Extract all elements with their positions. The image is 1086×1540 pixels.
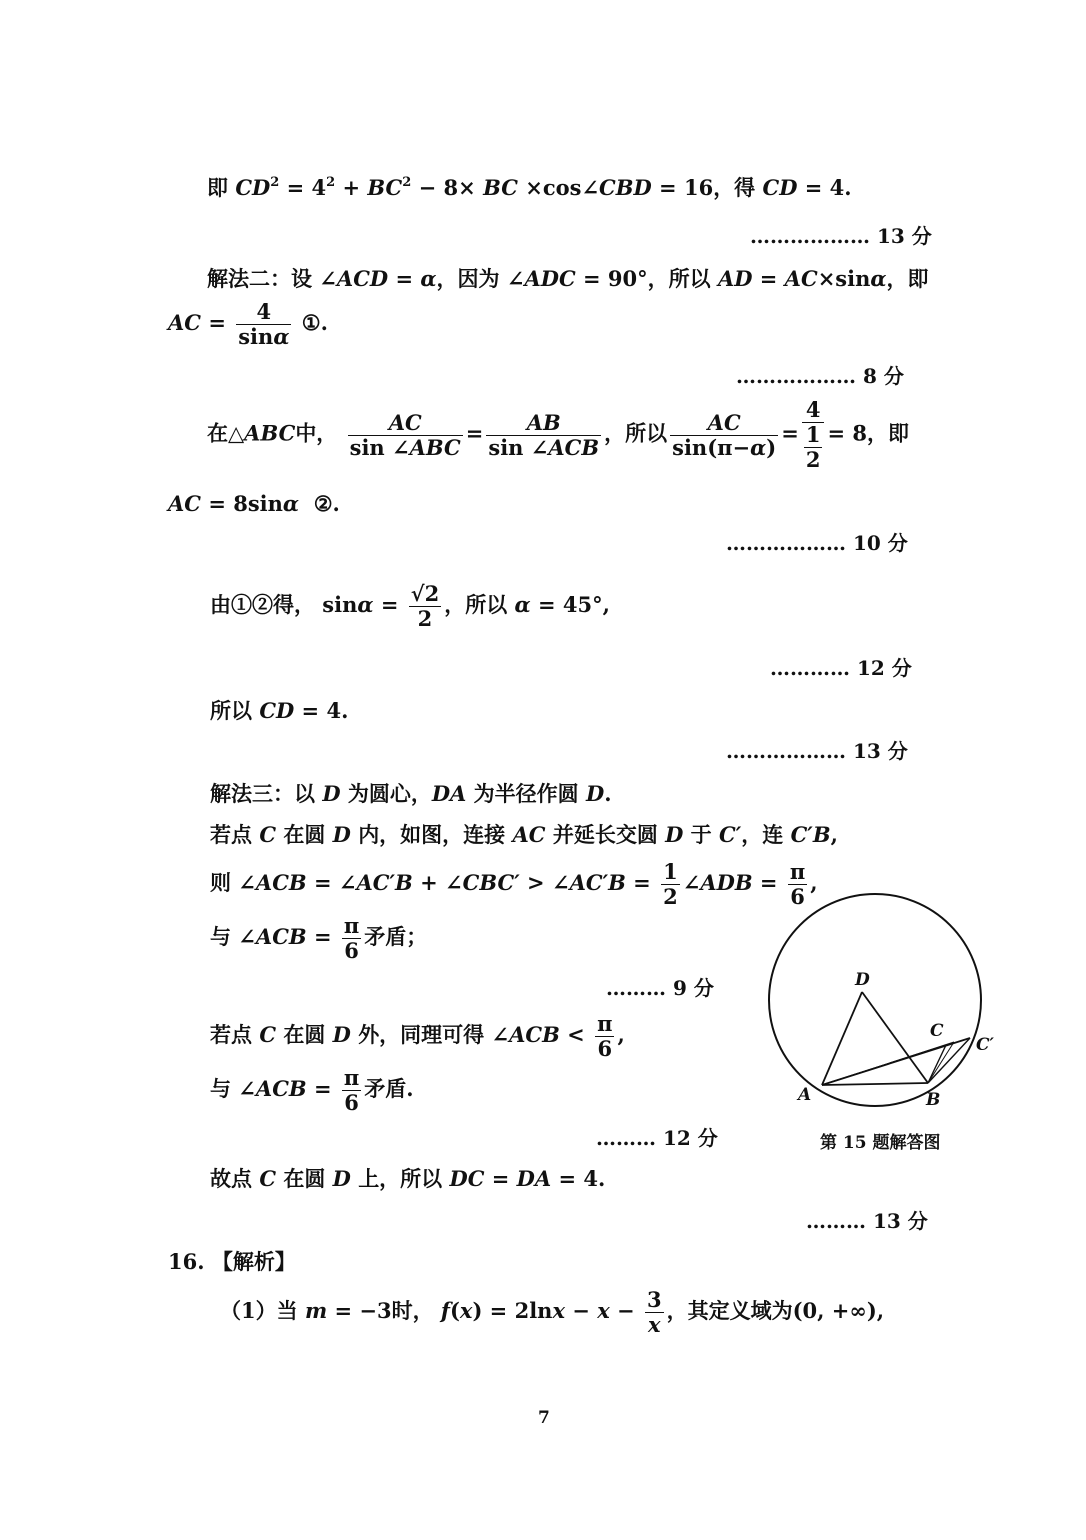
fraction: $\frac{4}{\sin\alpha}$ [238,299,290,350]
score-8: ……………… 8 分 [736,364,904,388]
score-12-a: ………… 12 分 [770,656,912,680]
label-c-prime: C′ [976,1035,995,1055]
score-9: ……… 9 分 [606,976,714,1000]
segment-ab [822,1083,928,1085]
score-13-c: ……… 13 分 [806,1209,928,1233]
segment-c-extra [822,1042,954,1085]
score-13-a: ……………… 13 分 [750,224,932,248]
question-16-part-1: （1）当 m = −3时， f(x) = 2lnx − x − $\frac{3}{x}$ ，其定义域为(0, +∞), [220,1287,885,1338]
method-three-line: 解法三：以 D 为圆心，DA 为半径作圆 D. [210,781,612,806]
circle-diagram [760,890,1020,1120]
label-c: C [930,1021,944,1041]
line-cd-squared: 即 $CD^2 = 4^2 + BC^2 - 8\times$ BC ×cos∠CBD = 16，得 CD = 4. [207,175,852,200]
figure-caption: 第 15 题解答图 [820,1133,941,1153]
circle-d [769,894,981,1106]
contradiction-1: 与 ∠ACB = $\frac{\pi}{6}$ 矛盾； [210,913,428,964]
score-10: ……………… 10 分 [726,531,908,555]
question-16-heading: 16. 【解析】 [168,1249,296,1274]
label-a: A [798,1085,812,1105]
ac-formula-2: AC = 8sinα ②. [168,491,340,516]
page-number: 7 [538,1408,550,1428]
case-inside-line: 若点 C 在圆 D 内，如图，连接 AC 并延长交圆 D 于 C′，连 C′B, [210,822,838,847]
label-d: D [855,970,870,990]
segment-da [822,992,862,1085]
contradiction-2: 与 ∠ACB = $\frac{\pi}{6}$ 矛盾. [210,1065,414,1116]
case-outside-line: 若点 C 在圆 D 外，同理可得 ∠ACB < $\frac{\pi}{6}$ , [210,1011,625,1062]
cd-result-line: 所以 CD = 4. [210,698,349,723]
law-of-sines-line: 在△ABC中， AC sin ∠ABC = AB sin ∠ACB ，所以 $\frac{AC}{\sin(\pi-\alpha)}$ = $\frac{4}{\frac{1}{2}}$ = 8，即 [207,397,909,473]
method-two-line: 解法二：设 ∠ACD = α，因为 ∠ADC = 90°，所以 AD = AC×sinα，即 [207,266,929,291]
sin-alpha-line: 由①②得， sinα = $\frac{√2}{2}$ ，所以 α = 45°, [210,581,610,632]
conclusion-line: 故点 C 在圆 D 上，所以 DC = DA = 4. [210,1166,606,1191]
ac-formula-1: AC = $\frac{4}{\sin\alpha}$ ①. [168,299,328,350]
score-12-b: ……… 12 分 [596,1126,718,1150]
angle-inequality-line: 则 ∠ACB = ∠AC′B + ∠CBC′ > ∠AC′B = $\frac{1}{2}$ ∠ADB = $\frac{\pi}{6}$ , [210,859,818,910]
score-13-b: ……………… 13 分 [726,739,908,763]
label-b: B [926,1090,941,1110]
